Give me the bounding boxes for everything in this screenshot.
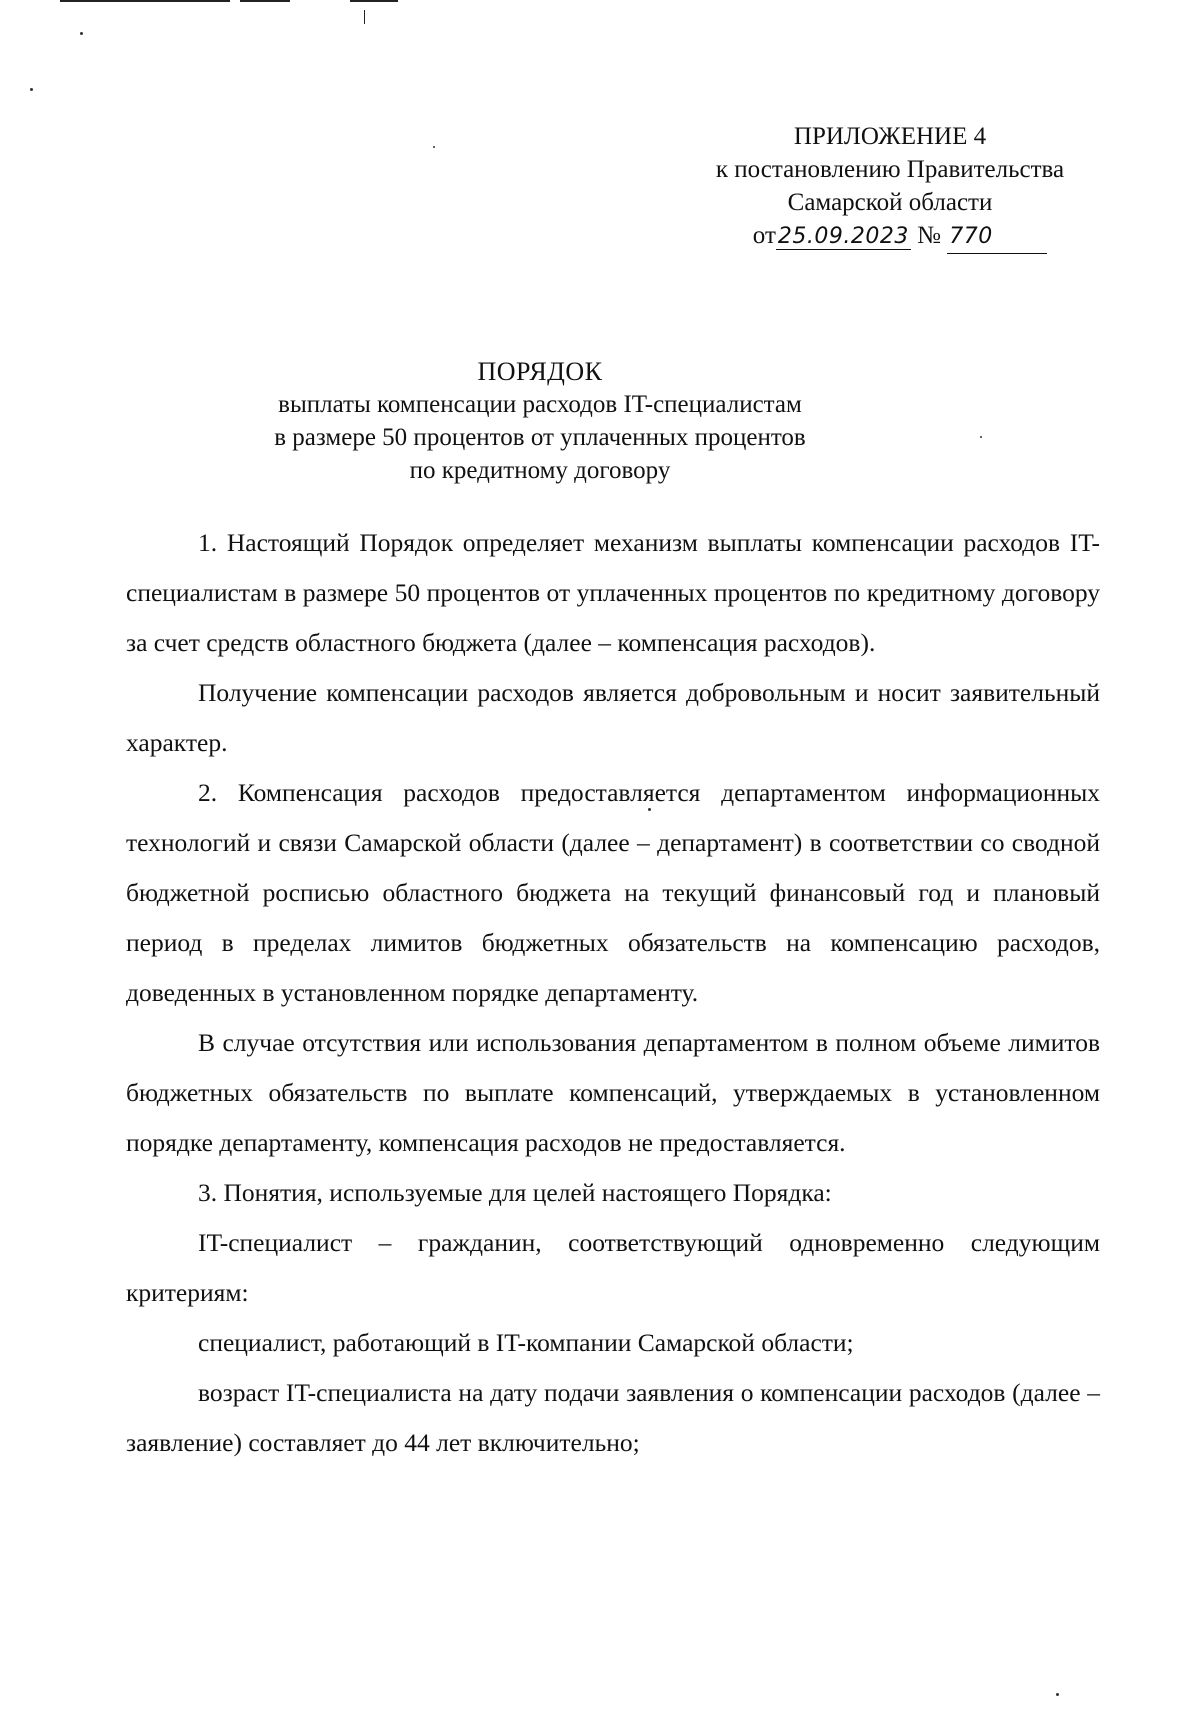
scan-artifact-line (350, 0, 398, 2)
scan-artifact-dot (433, 146, 435, 148)
handwritten-date: 25.09.2023 (777, 224, 909, 249)
scan-artifact-dot (80, 32, 83, 35)
scan-artifact-dot (980, 436, 982, 438)
scan-artifact-line (60, 0, 230, 2)
scan-artifact-dot (1056, 1693, 1059, 1696)
appendix-header (660, 120, 1120, 254)
number-prefix: № (917, 222, 941, 249)
appendix-title: ПРИЛОЖЕНИЕ 4 (793, 123, 987, 150)
document-heading: ПОРЯДОК (477, 357, 603, 386)
paragraph-6: IT-специалист – гражданин, соответствующий одновременно следующим критериям: (126, 1228, 1100, 1307)
date-prefix: от (752, 222, 776, 249)
document-subtitle-line-2: в размере 50 процентов от уплаченных процентов (274, 424, 806, 451)
paragraph-7: специалист, работающий в IT-компании Самарской области; (198, 1328, 854, 1357)
document-subtitle-line-1: выплаты компенсации расходов IT-специалистам (278, 391, 802, 418)
document-subtitle-line-3: по кредитному договору (409, 457, 671, 484)
scan-artifact-dot (30, 88, 33, 91)
handwritten-number: 770 (947, 220, 1047, 254)
appendix-date-line (660, 219, 1120, 254)
document-title-block (250, 355, 830, 487)
paragraph-2: Получение компенсации расходов является добровольным и носит заявительный характер. (126, 678, 1100, 757)
paragraph-4: В случае отсутствия или использования департаментом в полном объеме лимитов бюджетных обязательств по выплате компенсаций, утверждаемых в установленном порядке департаменту, компенсация расходов не предоставляется. (126, 1028, 1100, 1157)
paragraph-3: 2. Компенсация расходов предоставляется департаментом информационных технологий и связи Самарской области (далее – департамент) в соответствии со сводной бюджетной росписью областного бюджета на текущий финансовый год и плановый период в пределах лимитов бюджетных обязательств на компенсацию расходов, доведенных в установленном порядке департаменту. (126, 778, 1100, 1007)
paragraph-5: 3. Понятия, используемые для целей настоящего Порядка: (198, 1178, 832, 1207)
paragraph-8: возраст IT-специалиста на дату подачи заявления о компенсации расходов (далее – заявление) составляет до 44 лет включительно; (126, 1378, 1100, 1457)
scan-artifact-line (364, 10, 365, 24)
paragraph-1: 1. Настоящий Порядок определяет механизм выплаты компенсации расходов IT-специалистам в размере 50 процентов от уплаченных процентов по кредитному договору за счет средств областного бюджета (далее – компенсация расходов). (126, 528, 1100, 657)
document-body (126, 518, 1100, 1468)
appendix-resolution-line: к постановлению Правительства (715, 156, 1065, 183)
appendix-region-line: Самарской области (787, 189, 993, 216)
scan-artifact-line (240, 0, 290, 2)
